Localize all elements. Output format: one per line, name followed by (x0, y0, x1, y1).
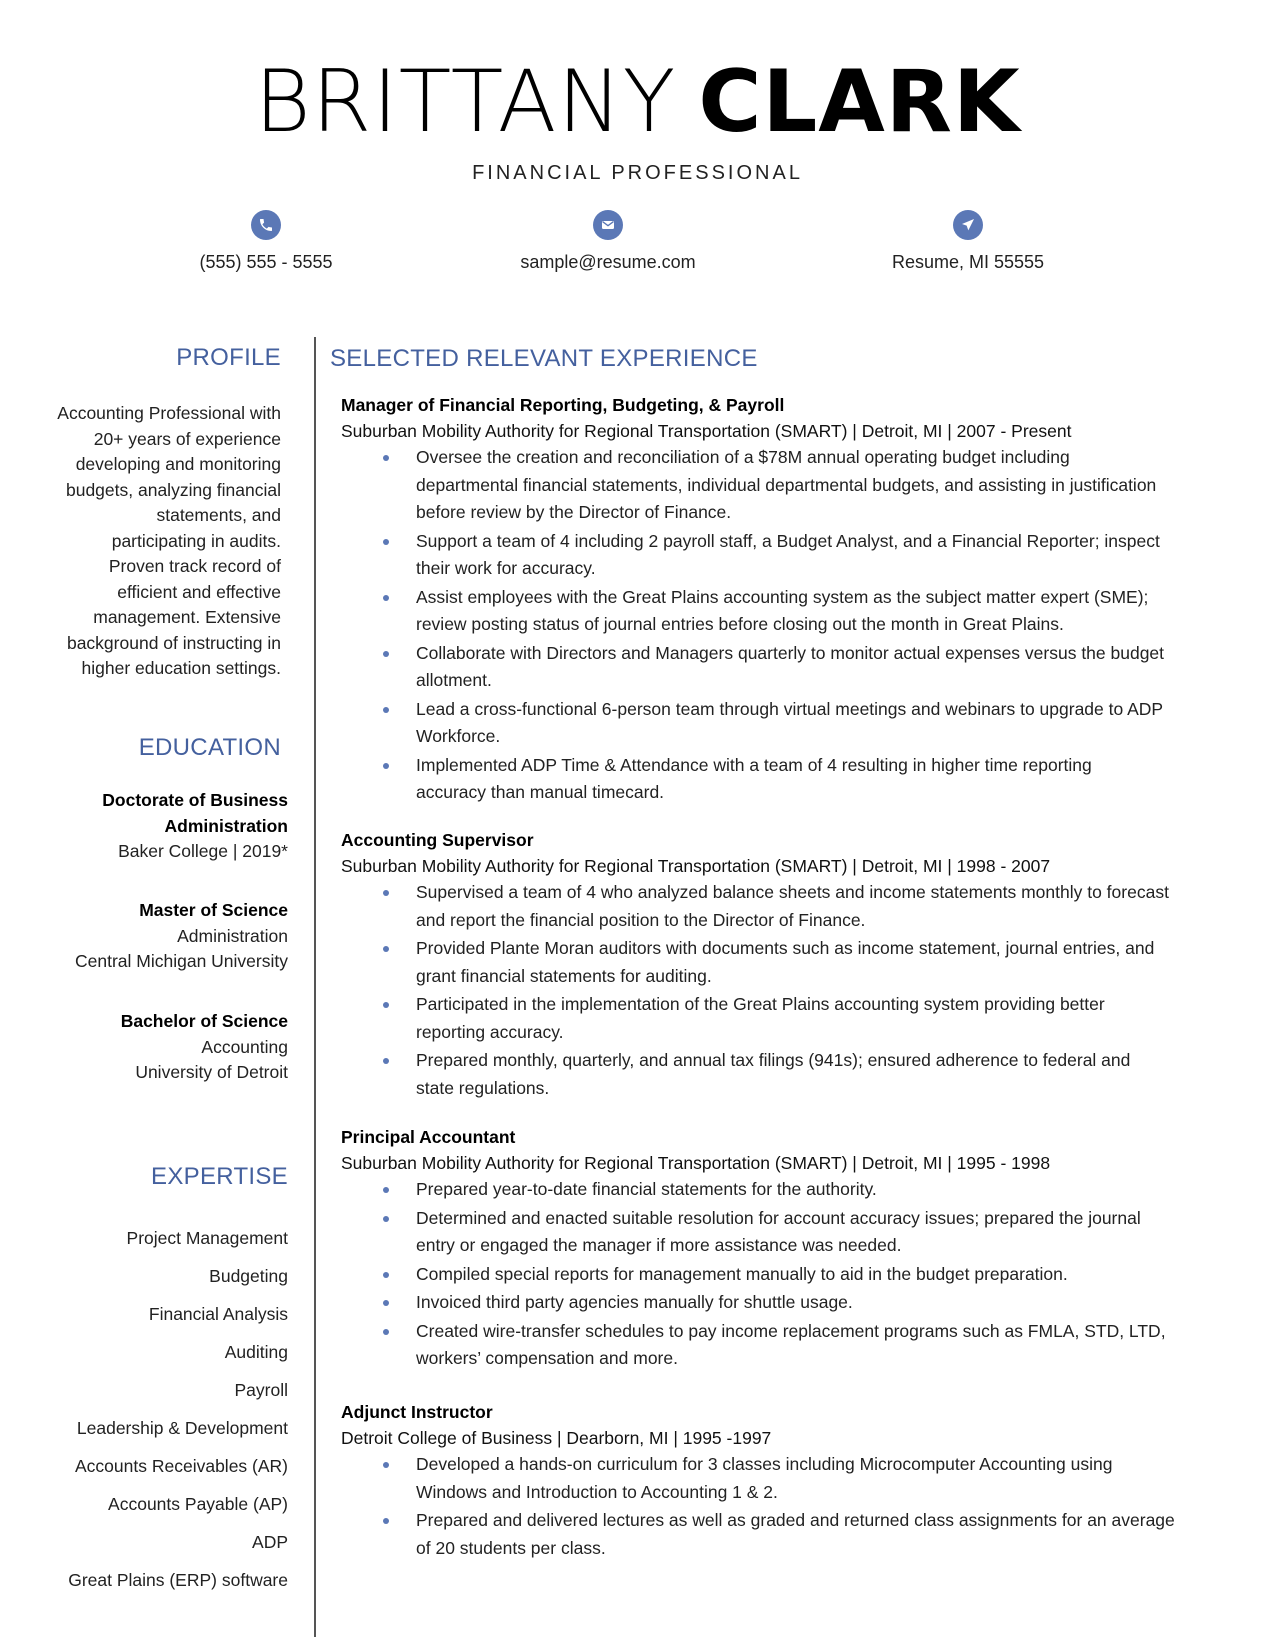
bullet-dot-icon (383, 1058, 389, 1064)
job-bullets (341, 879, 1241, 1102)
bullet-line: Compiled special reports for management manually to aid in the budget preparation. (416, 1263, 1068, 1284)
bullet-line: Support a team of 4 including 2 payroll staff, a Budget Analyst, and a Financial Reporter; inspect (416, 530, 1160, 551)
profile-line: background of instructing in (66, 632, 281, 653)
job-entry (341, 1125, 1241, 1374)
job-bullet (341, 640, 1241, 695)
job-bullet (341, 1205, 1241, 1260)
profile-line: Proven track record of (108, 556, 281, 576)
degree-title: Administration (164, 815, 288, 836)
job-title: Accounting Supervisor (341, 830, 534, 850)
bullet-dot-icon (383, 1187, 389, 1193)
expertise-list (20, 1219, 288, 1599)
job-bullet (341, 991, 1241, 1046)
bullet-line: Windows and Introduction to Accounting 1 & 2. (416, 1481, 778, 1502)
bullet-line: Created wire-transfer schedules to pay income replacement programs such as FMLA, STD, LTD, (416, 1320, 1166, 1341)
bullet-line: their work for accuracy. (416, 558, 596, 578)
profile-line: participating in audits. (111, 530, 281, 551)
bullet-dot-icon (383, 1002, 389, 1008)
education-entry-3 (20, 1009, 288, 1086)
education-entry-2 (20, 898, 288, 975)
degree-title: Bachelor of Science (120, 1011, 288, 1031)
job-organization: Suburban Mobility Authority for Regional Transportation (SMART) | Detroit, MI | 1995 - 1998 (341, 1153, 1051, 1173)
degree-detail: Baker College | 2019* (118, 841, 288, 861)
degree-detail: University of Detroit (135, 1062, 288, 1082)
bullet-line: Determined and enacted suitable resolution for account accuracy issues; prepared the journal (416, 1207, 1141, 1228)
bullet-line: Assist employees with the Great Plains accounting system as the subject matter expert (SME); (416, 586, 1149, 607)
bullet-dot-icon (383, 651, 389, 657)
bullet-line: state regulations. (416, 1077, 550, 1098)
profile-line: 20+ years of experience (93, 428, 281, 449)
phone-icon (251, 210, 281, 240)
job-organization: Suburban Mobility Authority for Regional Transportation (SMART) | Detroit, MI | 2007 - Present (341, 421, 1072, 441)
bullet-line: allotment. (416, 670, 492, 690)
expertise-item: Accounts Payable (AP) (108, 1494, 288, 1514)
job-organization: Detroit College of Business | Dearborn, MI | 1995 -1997 (341, 1428, 772, 1448)
education-entry-1 (20, 788, 288, 865)
profile-summary (20, 401, 281, 682)
email-icon (593, 210, 623, 240)
job-bullet (341, 444, 1241, 527)
profile-line: developing and monitoring (75, 454, 281, 474)
profile-line: management. Extensive (93, 607, 281, 627)
contact-phone (136, 210, 396, 273)
job-bullets (341, 1451, 1241, 1562)
degree-title: Doctorate of Business (102, 790, 288, 810)
bullet-line: workers’ compensation and more. (416, 1348, 678, 1368)
job-title: Principal Accountant (341, 1127, 516, 1147)
location-text: Resume, MI 55555 (891, 252, 1045, 272)
bullet-line: Developed a hands-on curriculum for 3 classes including Microcomputer Accounting using (416, 1454, 1113, 1474)
bullet-line: review posting status of journal entries before closing out the month in Great Plains. (416, 614, 1064, 634)
bullet-line: Implemented ADP Time & Attendance with a team of 4 resulting in higher time reporting (416, 754, 1092, 775)
bullet-line: before review by the Director of Finance. (416, 502, 732, 522)
job-bullet (341, 752, 1241, 807)
bullet-line: Collaborate with Directors and Managers quarterly to monitor actual expenses versus the budget (416, 642, 1165, 663)
bullet-line: Participated in the implementation of the Great Plains accounting system providing better (416, 994, 1105, 1014)
degree-detail: Administration (177, 925, 288, 946)
expertise-heading: EXPERTISE (151, 1163, 288, 1190)
job-bullet (341, 1176, 1241, 1204)
job-bullets (341, 444, 1241, 807)
profile-line: Accounting Professional with (57, 403, 281, 423)
job-bullet (341, 584, 1241, 639)
location-arrow-icon (953, 210, 983, 240)
profile-line: budgets, analyzing financial (65, 479, 281, 500)
bullet-line: Supervised a team of 4 who analyzed balance sheets and income statements monthly to forecast (416, 882, 1169, 902)
bullet-line: entry or engaged the manager if more assistance was needed. (416, 1235, 902, 1255)
bullet-line: grant financial statements for auditing. (416, 965, 712, 986)
bullet-dot-icon (383, 946, 389, 952)
bullet-line: reporting accuracy. (416, 1021, 564, 1042)
job-bullet (341, 1507, 1241, 1562)
email-text: sample@resume.com (520, 252, 696, 272)
bullet-line: Invoiced third party agencies manually for shuttle usage. (416, 1292, 853, 1312)
column-divider (314, 337, 316, 1637)
bullet-line: Lead a cross-functional 6-person team through virtual meetings and webinars to upgrade to ADP (416, 698, 1164, 719)
job-bullet (341, 1451, 1241, 1506)
first-name: BRITTANY (254, 52, 677, 152)
degree-title: Master of Science (139, 900, 288, 920)
bullet-dot-icon (383, 595, 389, 601)
bullet-dot-icon (383, 763, 389, 769)
profile-line: higher education settings. (81, 658, 281, 678)
expertise-item: Budgeting (209, 1266, 288, 1286)
job-entry (341, 1400, 1241, 1563)
expertise-item: Payroll (234, 1380, 288, 1400)
job-bullet (341, 1261, 1241, 1289)
profile-line: efficient and effective (117, 581, 281, 602)
expertise-item: ADP (252, 1532, 288, 1552)
bullet-dot-icon (383, 455, 389, 461)
professional-title: FINANCIAL PROFESSIONAL (472, 162, 803, 184)
bullet-dot-icon (383, 539, 389, 545)
job-bullet (341, 879, 1241, 934)
bullet-dot-icon (383, 707, 389, 713)
expertise-item: Great Plains (ERP) software (68, 1570, 288, 1590)
job-title: Adjunct Instructor (341, 1402, 493, 1422)
candidate-name (0, 52, 1275, 152)
job-bullets (341, 1176, 1241, 1373)
bullet-line: departmental financial statements, individual departmental budgets, and assisting in justification (416, 474, 1157, 495)
expertise-item: Accounts Receivables (AR) (75, 1456, 288, 1476)
education-heading: EDUCATION (138, 734, 281, 761)
last-name: CLARK (698, 52, 1021, 152)
expertise-item: Project Management (126, 1228, 288, 1248)
bullet-line: Oversee the creation and reconciliation of a $78M annual operating budget including (416, 447, 1070, 467)
bullet-line: Provided Plante Moran auditors with documents such as income statement, journal entries, and (416, 938, 1155, 958)
job-bullet (341, 1289, 1241, 1317)
job-organization: Suburban Mobility Authority for Regional Transportation (SMART) | Detroit, MI | 1998 - 2007 (341, 856, 1051, 876)
phone-text: (555) 555 - 5555 (199, 252, 333, 272)
bullet-dot-icon (383, 1300, 389, 1306)
bullet-line: Prepared and delivered lectures as well as graded and returned class assignments for an average (416, 1510, 1175, 1530)
bullet-dot-icon (383, 890, 389, 896)
expertise-item: Leadership & Development (76, 1418, 288, 1438)
expertise-item: Auditing (224, 1342, 288, 1362)
job-bullet (341, 1047, 1241, 1102)
job-bullet (341, 1318, 1241, 1373)
profile-heading: PROFILE (176, 344, 281, 371)
profile-line: statements, and (156, 505, 281, 525)
bullet-line: of 20 students per class. (416, 1537, 606, 1558)
bullet-dot-icon (383, 1329, 389, 1335)
expertise-item: Financial Analysis (148, 1304, 288, 1324)
bullet-dot-icon (383, 1272, 389, 1278)
job-bullet (341, 935, 1241, 990)
contact-location (838, 210, 1098, 273)
degree-detail: Central Michigan University (75, 951, 288, 971)
bullet-line: Workforce. (416, 726, 501, 746)
bullet-line: and report the financial position to the Director of Finance. (416, 909, 866, 930)
bullet-line: Prepared monthly, quarterly, and annual tax filings (941s); ensured adherence to federal and (416, 1050, 1131, 1070)
bullet-line: Prepared year-to-date financial statements for the authority. (416, 1179, 877, 1199)
job-bullet (341, 528, 1241, 583)
job-entry (341, 828, 1241, 1103)
bullet-dot-icon (383, 1216, 389, 1222)
contact-email (478, 210, 738, 273)
job-title: Manager of Financial Reporting, Budgeting, & Payroll (341, 395, 785, 415)
experience-heading: SELECTED RELEVANT EXPERIENCE (330, 345, 758, 372)
bullet-dot-icon (383, 1462, 389, 1468)
bullet-dot-icon (383, 1518, 389, 1524)
job-bullet (341, 696, 1241, 751)
degree-detail: Accounting (201, 1036, 288, 1057)
bullet-line: accuracy than manual timecard. (416, 782, 665, 802)
job-entry (341, 393, 1241, 808)
